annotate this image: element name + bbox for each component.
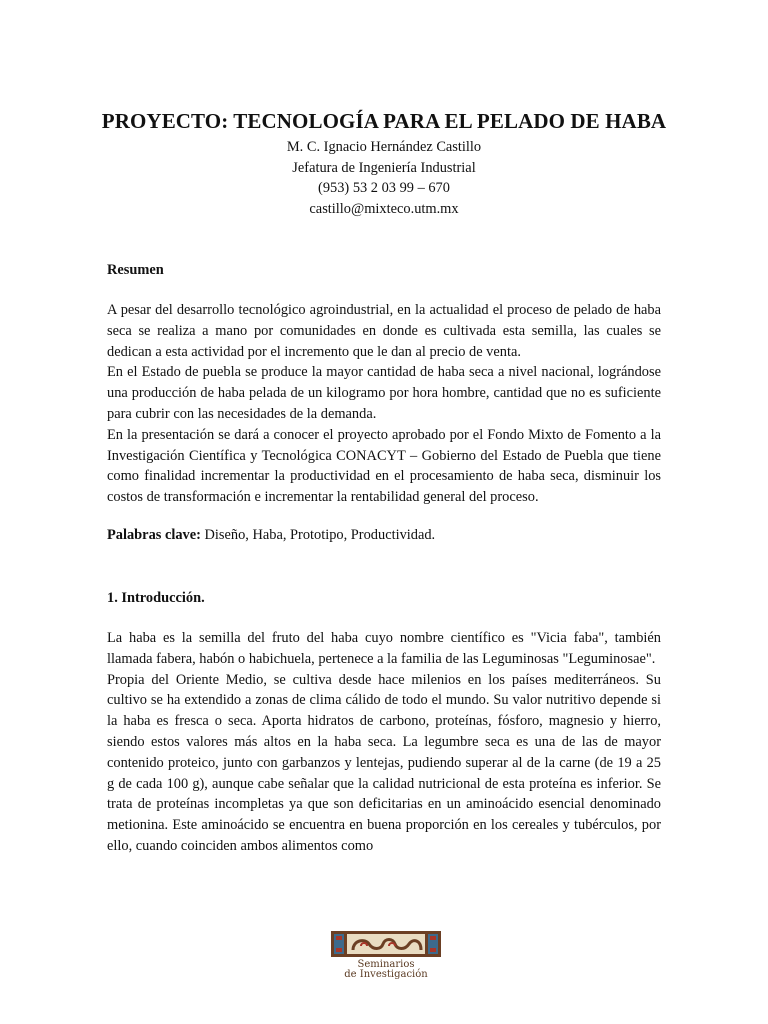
seminarios-logo — [331, 928, 441, 984]
introduction-paragraph: La haba es la semilla del fruto del haba cuyo nombre científico es "Vicia faba", también llamada fabera, habón o habichuela, pertenece a la familia de las Leguminosas "Leguminosae". — [107, 630, 661, 667]
abstract-paragraph: En el Estado de puebla se produce la mayor cantidad de haba seca a nivel nacional, lográndose una producción de haba pelada de un kilogramo por hora hombre, cantidad que no es suficiente para cubrir con las necesidades de la demanda. — [107, 364, 661, 422]
author-department: Jefatura de Ingeniería Industrial — [292, 159, 476, 176]
author-email: castillo@mixteco.utm.mx — [309, 200, 459, 217]
author-name: M. C. Ignacio Hernández Castillo — [286, 139, 482, 155]
logo-caption-line2: de Investigación — [344, 969, 428, 980]
author-block — [0, 137, 768, 219]
abstract-body — [107, 300, 661, 508]
introduction-heading: 1. Introducción. — [107, 590, 205, 606]
abstract-paragraph: A pesar del desarrollo tecnológico agroindustrial, en la actualidad el proceso de pelado de haba seca se realiza a mano por comunidades en donde es cultivada esta semilla, las cuales se dedican a esta actividad por el incremento que le dan al precio de venta. — [107, 302, 661, 360]
seminarios-logo-icon — [331, 928, 441, 960]
keywords-line — [107, 527, 435, 544]
author-phone: (953) 53 2 03 99 – 670 — [318, 180, 450, 196]
introduction-body — [107, 628, 661, 857]
keywords-label: Palabras clave: — [107, 527, 201, 543]
document-title: PROYECTO: TECNOLOGÍA PARA EL PELADO DE HABA — [101, 109, 667, 133]
abstract-heading: Resumen — [107, 262, 164, 278]
abstract-paragraph: En la presentación se dará a conocer el proyecto aprobado por el Fondo Mixto de Fomento a la Investigación Científica y Tecnológica CONACYT – Gobierno del Estado de Puebla que tiene como finalidad incrementar la productividad en el procesamiento de haba seca, disminuir los costos de transformación e incrementar la rentabilidad general del proceso. — [107, 426, 661, 506]
logo-caption-line1: Seminarios — [357, 959, 415, 970]
introduction-paragraph: Propia del Oriente Medio, se cultiva desde hace milenios en los países mediterráneos. Su cultivo se ha extendido a zonas de clima cálido de todo el mundo. Su valor nutritivo depende si la haba es fresca o seca. Aporta hidratos de carbono, proteínas, fósforo, magnesio y hierro, siendo estos valores más altos en la haba seca. La legumbre seca es una de las de mayor contenido proteico, junto con garbanzos y lentejas, pudiendo superar al de la carne (de 19 a 25 g de cada 100 g), aunque cabe señalar que la calidad nutricional de esta proteína es inferior. Se trata de proteínas incompletas ya que son deficitarias en un aminoácido esencial denominado metionina. Este aminoácido se encuentra en buena proporción en los cereales y tubérculos, por ello, cuando coinciden ambos alimentos como — [107, 671, 661, 854]
keywords-value: Diseño, Haba, Prototipo, Productividad. — [200, 527, 436, 543]
